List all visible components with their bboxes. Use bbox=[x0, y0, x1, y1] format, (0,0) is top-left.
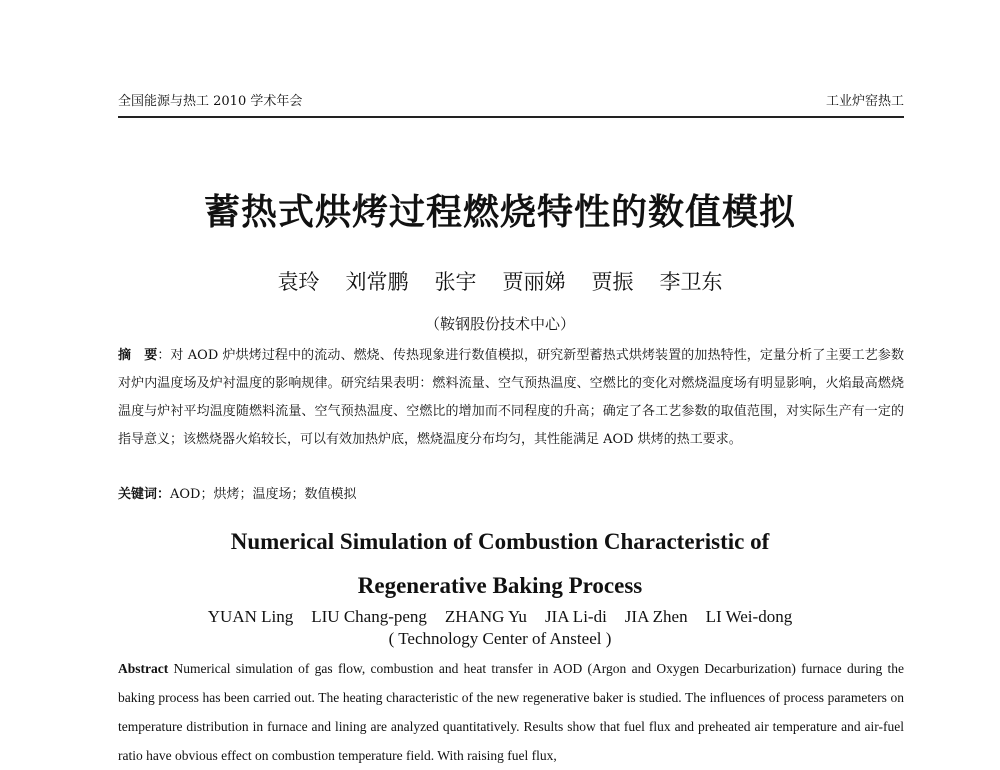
chinese-author: 刘常鹏 bbox=[345, 270, 409, 294]
english-title-line-1: Numerical Simulation of Combustion Characteristic of bbox=[230, 529, 770, 554]
header-rule bbox=[118, 116, 904, 118]
chinese-author: 袁玲 bbox=[277, 270, 320, 294]
english-title bbox=[0, 522, 1000, 606]
chinese-author: 张宇 bbox=[434, 270, 477, 294]
english-abstract-text: Numerical simulation of gas flow, combustion and heat transfer in AOD (Argon and Oxygen Decarburization) furnace during the baking process has been carried out. The heating characteristic of the new regenerative baker is studied. The influences of process parameters on temperature distribution in furnace and lining are analyzed quantitatively. Results show that fuel flux and preheated air temperature and air-fuel ratio have obvious effect on combustion temperature field. With raising fuel flux, bbox=[118, 661, 904, 763]
english-affiliation: ( Technology Center of Ansteel ) bbox=[388, 629, 612, 648]
english-author: ZHANG Yu bbox=[444, 607, 527, 626]
chinese-keywords-label: 关键词： bbox=[118, 487, 171, 502]
english-title-line-2: Regenerative Baking Process bbox=[357, 573, 643, 598]
chinese-authors bbox=[0, 268, 1000, 296]
english-author: LIU Chang-peng bbox=[311, 607, 427, 626]
header-section: 工业炉窑热工 bbox=[825, 94, 904, 109]
chinese-author: 贾振 bbox=[591, 270, 634, 294]
chinese-title: 蓄热式烘烤过程燃烧特性的数值模拟 bbox=[203, 191, 796, 233]
english-abstract-label: Abstract bbox=[118, 661, 169, 676]
english-author: JIA Zhen bbox=[624, 607, 688, 626]
chinese-abstract-text: ：对 AOD 炉烘烤过程中的流动、燃烧、传热现象进行数值模拟，研究新型蓄热式烘烤装置的加热特性，定量分析了主要工艺参数对炉内温度场及炉衬温度的影响规律。研究结果表明：燃料流量、空气预热温度、空燃比的变化对燃烧温度场有明显影响，火焰最高燃烧温度与炉衬平均温度随燃料流量、空气预热温度、空燃比的增加而不同程度的升高；确定了各工艺参数的取值范围，对实际生产有一定的指导意义；该燃烧器火焰较长，可以有效加热炉底，燃烧温度分布均匀，其性能满足 AOD 烘烤的热工要求。 bbox=[118, 348, 904, 447]
chinese-affiliation: （鞍钢股份技术中心） bbox=[424, 315, 575, 333]
chinese-keywords-text: AOD；烘烤；温度场；数值模拟 bbox=[170, 487, 357, 502]
english-author: LI Wei-dong bbox=[705, 607, 793, 626]
chinese-keywords bbox=[118, 484, 904, 506]
english-authors bbox=[0, 606, 1000, 628]
english-author: YUAN Ling bbox=[207, 607, 294, 626]
chinese-author: 李卫东 bbox=[659, 270, 723, 294]
chinese-abstract-label: 摘 要 bbox=[118, 348, 158, 363]
header-conference: 全国能源与热工 2010 学术年会 bbox=[118, 94, 303, 109]
running-header bbox=[118, 94, 904, 110]
english-abstract bbox=[118, 654, 904, 770]
chinese-author: 贾丽娣 bbox=[502, 270, 566, 294]
english-author: JIA Li-di bbox=[544, 607, 607, 626]
chinese-abstract bbox=[118, 342, 904, 454]
